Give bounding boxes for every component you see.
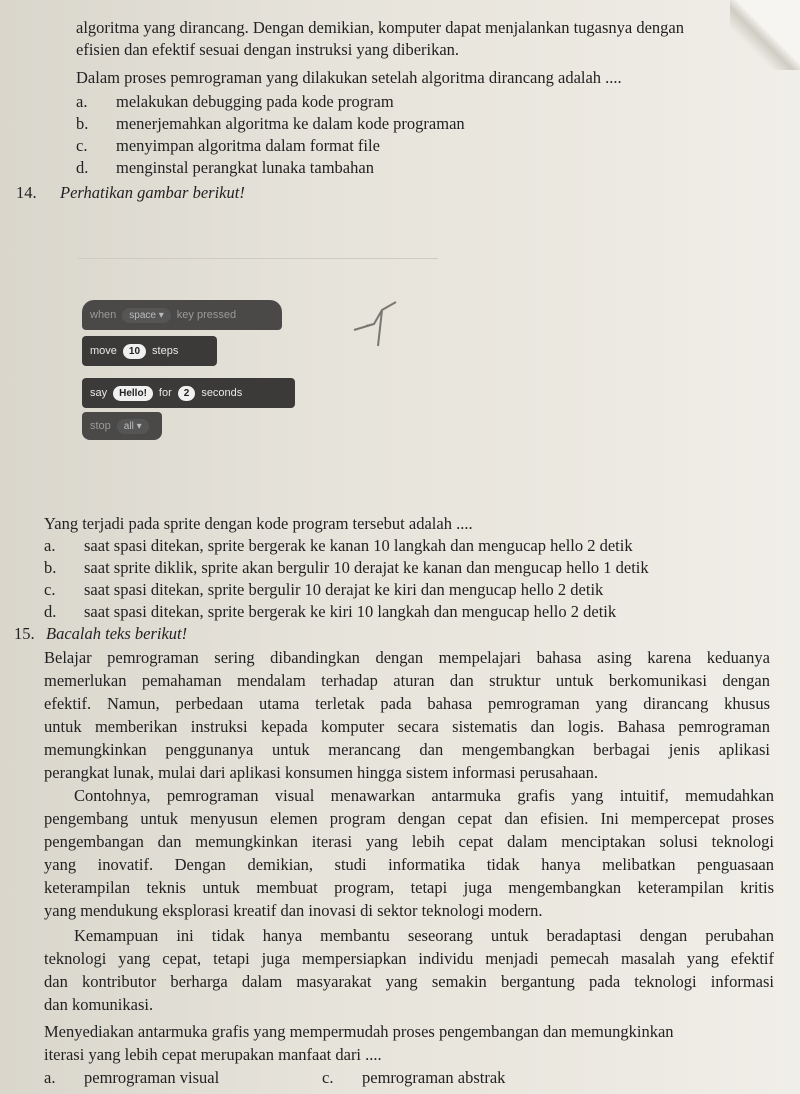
option-text: saat sprite diklik, sprite akan bergulir 10 derajat ke kanan dan mengucap hello 1 detik (84, 558, 649, 577)
q15-question-line: Menyediakan antarmuka grafis yang mempermudah proses pengembangan dan memungkinkan (44, 1022, 674, 1041)
scratch-code-figure (82, 284, 297, 444)
q15-para3-line: dan komunikasi. (44, 995, 154, 1014)
q13-option-b[interactable] (76, 114, 465, 134)
q15-title: Bacalah teks berikut! (46, 624, 188, 643)
q15-number: 15. (14, 624, 35, 643)
q13-option-c[interactable] (76, 136, 380, 156)
option-text: menyimpan algoritma dalam format file (116, 136, 380, 155)
seconds-label: seconds (201, 387, 243, 399)
q15-para2-line: pengembangan dan memungkinkan iterasi yang lebih cepat dalam menciptakan solusi teknologi (44, 832, 774, 851)
q14-option-a[interactable] (44, 536, 633, 556)
option-text: saat spasi ditekan, sprite bergerak ke kanan 10 langkah dan mengucap hello 2 detik (84, 536, 633, 555)
say-text: Hello! (113, 386, 153, 401)
option-letter: b. (44, 558, 57, 577)
q14-option-c[interactable] (44, 580, 603, 600)
stop-label: stop (90, 420, 111, 432)
q15-para2-line: pengembang untuk menyusun elemen program dengan cepat dan efisien. Ini mempercepat proses (44, 809, 774, 828)
q15-question-line: iterasi yang lebih cepat merupakan manfaat dari .... (44, 1045, 382, 1064)
q15-para1-line: efektif. Namun, perbedaan utama terletak pada bahasa pemrograman yang dirancang khusus (44, 694, 770, 713)
q15-para2-line: keterampilan teknis untuk membuat program, tetapi juga mengembangkan keterampilan kritis (44, 878, 774, 897)
option-letter: a. (76, 92, 88, 111)
stop-dropdown: all ▾ (117, 419, 149, 434)
option-letter: a. (44, 1068, 56, 1087)
q15-para2-line: yang inovatif. Dengan demikian, studi informatika tidak hanya melibatkan penguasaan (44, 855, 774, 874)
q15-para2-line: yang mendukung eksplorasi kreatif dan inovasi di sektor teknologi modern. (44, 901, 543, 920)
say-for-seconds-block (82, 378, 295, 408)
stop-all-block (82, 412, 162, 440)
when-key-pressed-block (82, 300, 282, 330)
q15-para1-line: perangkat lunak, mulai dari aplikasi konsumen hingga sistem informasi perusahaan. (44, 763, 598, 782)
q15-para3-line: teknologi yang cepat, tetapi juga mempersiapkan individu menjadi pemecah masalah yang efektif (44, 949, 774, 968)
option-letter: c. (44, 580, 56, 599)
q15-para1-line: memungkinkan penggunanya untuk merancang dan mengembangkan berbagai jenis aplikasi (44, 740, 770, 759)
option-letter: b. (76, 114, 89, 133)
q15-para3-line: dan kontributor berharga dalam masyarakat yang semakin bergantung pada teknologi informasi (44, 972, 774, 991)
q14-question: Yang terjadi pada sprite dengan kode program tersebut adalah .... (44, 514, 473, 533)
q15-para1-line: untuk memberikan instruksi kepada komputer secara sistematis dan logis. Bahasa pemrograman (44, 717, 770, 736)
when-label: when (90, 309, 117, 321)
option-text: pemrograman visual (84, 1068, 220, 1087)
option-text: pemrograman abstrak (362, 1068, 506, 1087)
seconds-value: 2 (178, 386, 196, 401)
option-text: melakukan debugging pada kode program (116, 92, 394, 111)
q15-heading (14, 624, 187, 644)
q14-option-b[interactable] (44, 558, 649, 578)
q15-para3-line: Kemampuan ini tidak hanya membantu seseorang untuk beradaptasi dengan perubahan (74, 926, 774, 945)
sprite-figure-icon (352, 298, 412, 358)
option-text: saat spasi ditekan, sprite bergulir 10 derajat ke kiri dan mengucap hello 2 detik (84, 580, 604, 599)
q14-number: 14. (16, 183, 37, 202)
q15-option-c[interactable] (322, 1068, 505, 1088)
key-dropdown: space ▾ (122, 308, 170, 323)
say-label: say (90, 387, 108, 399)
for-label: for (158, 387, 172, 399)
q14-heading (16, 183, 245, 203)
q13-intro-line-2: efisien dan efektif sesuai dengan instruksi yang diberikan. (76, 40, 460, 59)
q15-para2-line: Contohnya, pemrograman visual menawarkan antarmuka grafis yang intuitif, memudahkan (74, 786, 774, 805)
option-letter: a. (44, 536, 56, 555)
option-text: saat spasi ditekan, sprite bergerak ke kiri 10 langkah dan mengucap hello 2 detik (84, 602, 617, 621)
steps-label: steps (152, 345, 179, 357)
move-steps-block (82, 336, 217, 366)
option-letter: c. (322, 1068, 334, 1087)
option-letter: d. (76, 158, 89, 177)
q13-option-a[interactable] (76, 92, 394, 112)
q13-question: Dalam proses pemrograman yang dilakukan setelah algoritma dirancang adalah .... (76, 68, 622, 87)
q15-option-a[interactable] (44, 1068, 219, 1088)
option-letter: d. (44, 602, 57, 621)
q14-title: Perhatikan gambar berikut! (60, 183, 245, 202)
q13-option-d[interactable] (76, 158, 374, 178)
figure-border (78, 258, 438, 259)
q15-para1-line: memerlukan pemahaman mendalam terhadap aturan dan struktur untuk berkomunikasi dengan (44, 671, 770, 690)
option-text: menerjemahkan algoritma ke dalam kode programan (116, 114, 465, 133)
move-label: move (90, 345, 117, 357)
option-letter: c. (76, 136, 88, 155)
key-pressed-label: key pressed (176, 309, 237, 321)
page-corner (730, 0, 800, 70)
q14-option-d[interactable] (44, 602, 616, 622)
q13-intro-line-1: algoritma yang dirancang. Dengan demikian, komputer dapat menjalankan tugasnya dengan (76, 18, 685, 37)
steps-value: 10 (123, 344, 146, 359)
option-text: menginstal perangkat lunaka tambahan (116, 158, 374, 177)
q15-para1-line: Belajar pemrograman sering dibandingkan dengan mempelajari bahasa asing karena keduanya (44, 648, 770, 667)
